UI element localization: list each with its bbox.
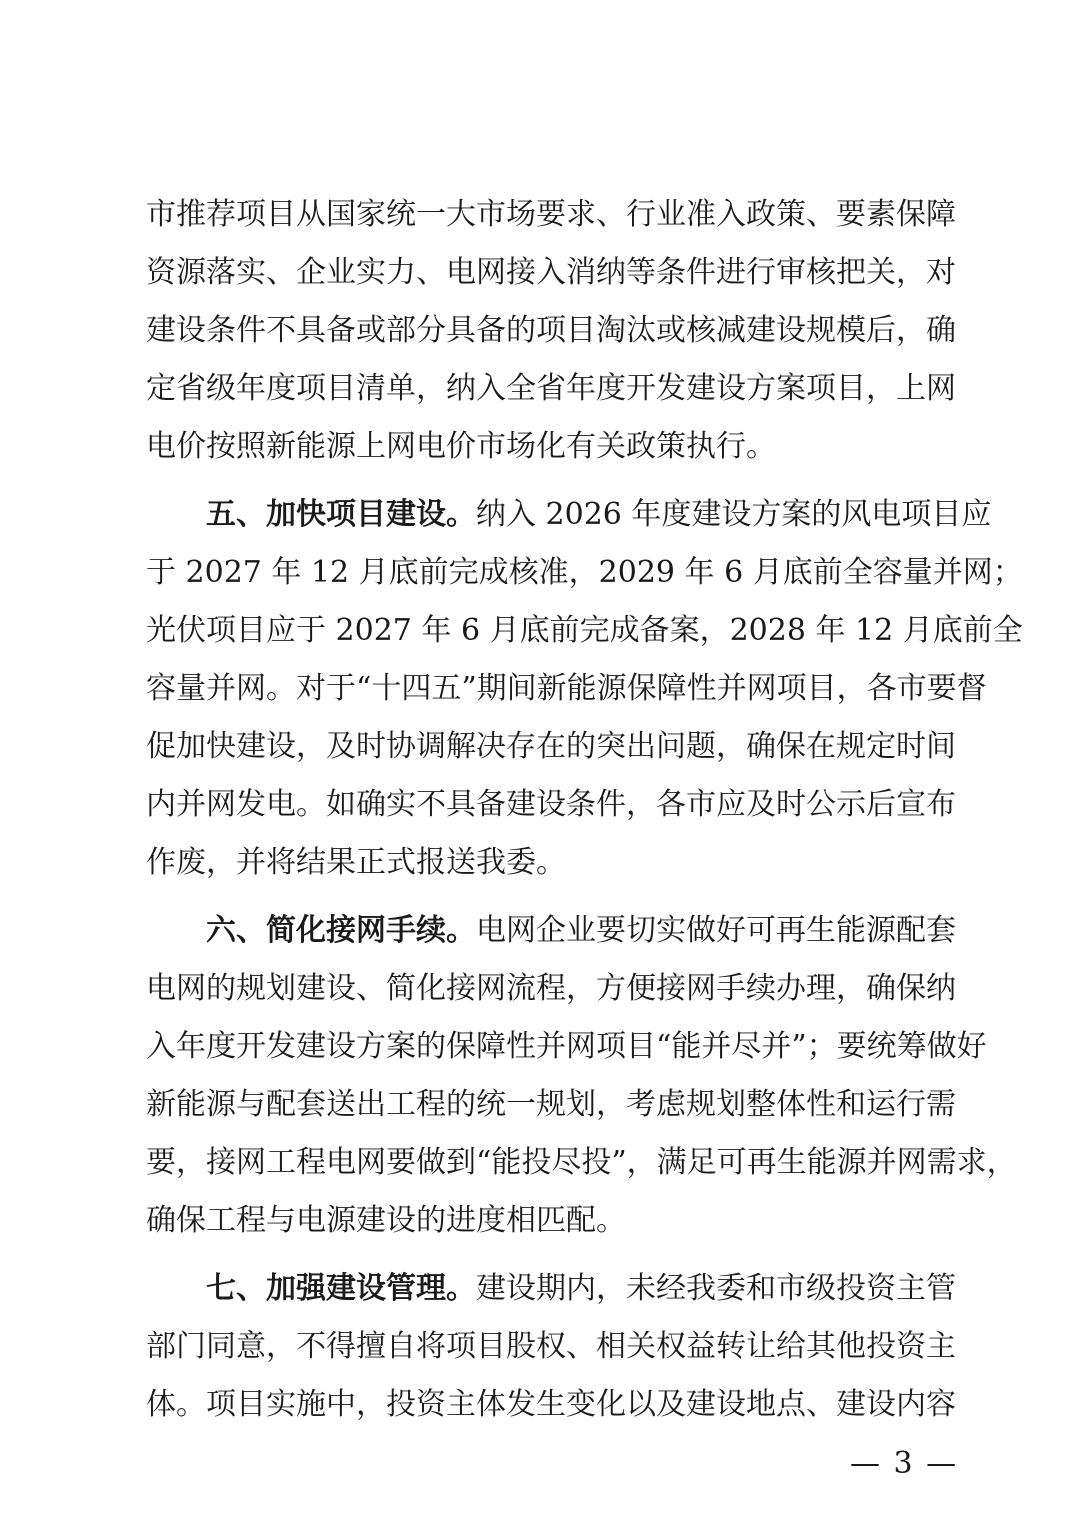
text-line: 确保工程与电源建设的进度相匹配。	[146, 1203, 626, 1238]
text-line: 光伏项目应于 2027 年 6 月底前完成备案，2028 年 12 月底前全	[146, 613, 1023, 648]
text-line: 要，接网工程电网要做到“能投尽投”，满足可再生能源并网需求，	[146, 1145, 1017, 1180]
paragraph-simplify-grid-connection	[146, 902, 1017, 1250]
paragraph-first-line	[146, 1260, 956, 1318]
text-line: 定省级年度项目清单，纳入全省年度开发建设方案项目，上网	[146, 371, 956, 406]
text-line: 部门同意，不得擅自将项目股权、相关权益转让给其他投资主	[146, 1329, 956, 1364]
text-line: 资源落实、企业实力、电网接入消纳等条件进行审核把关，对	[146, 255, 956, 290]
document-body	[146, 186, 1023, 1434]
text-line: 入年度开发建设方案的保障性并网项目“能并尽并”；要统筹做好	[146, 1029, 987, 1064]
paragraph-accelerate-construction	[146, 486, 1023, 892]
text-line: 作废，并将结果正式报送我委。	[146, 845, 566, 880]
paragraph-first-line	[146, 486, 992, 544]
text-run: 电网企业要切实做好可再生能源配套	[476, 913, 956, 948]
text-line: 容量并网。对于“十四五”期间新能源保障性并网项目，各市要督	[146, 671, 987, 706]
section-heading: 六、简化接网手续。	[206, 913, 476, 948]
text-line: 体。项目实施中，投资主体发生变化以及建设地点、建设内容	[146, 1387, 956, 1422]
section-heading: 七、加强建设管理。	[206, 1271, 476, 1306]
text-line: 电价按照新能源上网电价市场化有关政策执行。	[146, 429, 776, 464]
paragraph-strengthen-management	[146, 1260, 956, 1434]
text-line: 内并网发电。如确实不具备建设条件，各市应及时公示后宣布	[146, 787, 956, 822]
paragraph-first-line	[146, 902, 956, 960]
text-line: 电网的规划建设、简化接网流程，方便接网手续办理，确保纳	[146, 971, 956, 1006]
text-line: 促加快建设，及时协调解决存在的突出问题，确保在规定时间	[146, 729, 956, 764]
section-heading: 五、加快项目建设。	[206, 497, 476, 532]
page-number: — 3 —	[850, 1446, 959, 1481]
text-run: 建设期内，未经我委和市级投资主管	[476, 1271, 956, 1306]
text-line: 新能源与配套送出工程的统一规划，考虑规划整体性和运行需	[146, 1087, 956, 1122]
text-run: 纳入 2026 年度建设方案的风电项目应	[476, 497, 992, 532]
paragraph-project-review	[146, 186, 956, 476]
text-line: 于 2027 年 12 月底前完成核准，2029 年 6 月底前全容量并网；	[146, 555, 1023, 590]
text-line: 建设条件不具备或部分具备的项目淘汰或核减建设规模后，确	[146, 313, 956, 348]
text-line: 市推荐项目从国家统一大市场要求、行业准入政策、要素保障	[146, 197, 956, 232]
